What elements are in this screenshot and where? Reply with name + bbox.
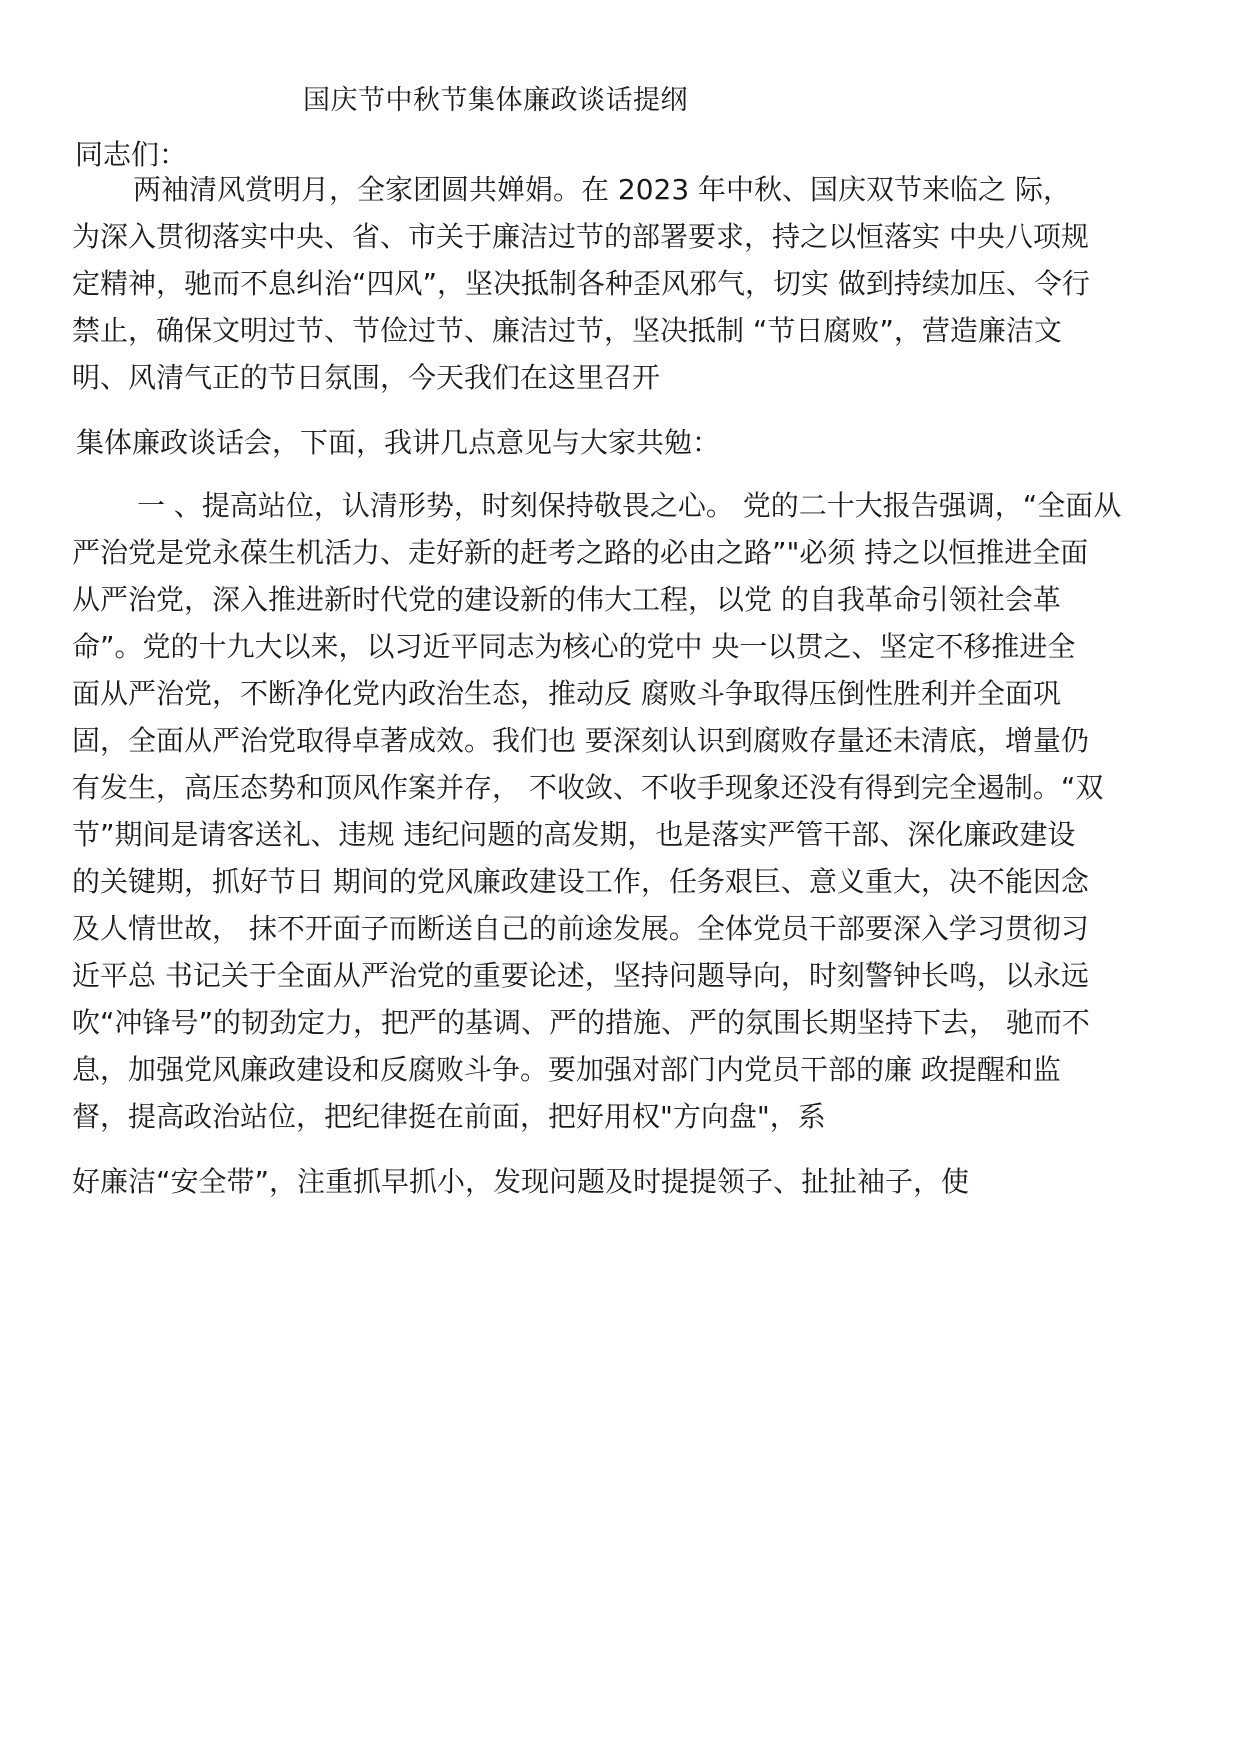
text-line: 近平总 书记关于全面从严治党的重要论述，坚持问题导向，时刻警钟长鸣，以永远 [72, 959, 1089, 992]
text-line: 督，提高政治站位，把纪律挺在前面，把好用权"方向盘"，系 [72, 1100, 826, 1133]
text-line: 固，全面从严治党取得卓著成效。我们也 要深刻认识到腐败存量还未清底，增量仍 [72, 724, 1089, 757]
text-line: 节”期间是请客送礼、违规 违纪问题的高发期，也是落实严管干部、深化廉政建设 [72, 818, 1076, 851]
text-line: 明、风清气正的节日氛围，今天我们在这里召开 [72, 361, 661, 394]
text-line: 定精神，驰而不息纠治“四风”，坚决抵制各种歪风邪气，切实 做到持续加压、令行 [72, 267, 1090, 300]
text-line: 的关键期，抓好节日 期间的党风廉政建设工作，任务艰巨、意义重大，决不能因念 [72, 865, 1089, 898]
text-line: 严治党是党永葆生机活力、走好新的赶考之路的必由之路”"必须 持之以恒推进全面 [72, 536, 1089, 569]
text-line: 好廉洁“安全带”，注重抓早抓小，发现问题及时提提领子、扯扯袖子，使 [72, 1165, 970, 1198]
text-line: 从严治党，深入推进新时代党的建设新的伟大工程，以党 的自我革命引领社会革 [72, 583, 1061, 616]
text-line: 一 、提高站位，认清形势，时刻保持敬畏之心。 党的二十大报告强调，“全面从 [137, 489, 1122, 522]
text-line: 吹“冲锋号”的韧劲定力，把严的基调、严的措施、严的氛围长期坚持下去， 驰而不 [72, 1006, 1090, 1039]
text-line: 命”。党的十九大以来，以习近平同志为核心的党中 央一以贯之、坚定不移推进全 [72, 630, 1076, 663]
text-line: 两袖清风赏明月，全家团圆共婵娟。在 2023 年中秋、国庆双节来临之 际， [133, 173, 1071, 206]
document-title: 国庆节中秋节集体廉政谈话提纲 [303, 85, 688, 116]
text-line: 为深入贯彻落实中央、省、市关于廉洁过节的部署要求，持之以恒落实 中央八项规 [72, 220, 1089, 253]
salutation: 同志们： [75, 138, 188, 171]
text-line: 禁止，确保文明过节、节俭过节、廉洁过节，坚决抵制 “节日腐败”，营造廉洁文 [72, 314, 1062, 347]
text-line: 有发生，高压态势和顶风作案并存， 不收敛、不收手现象还没有得到完全遏制。“双 [72, 771, 1104, 804]
text-line: 及人情世故， 抹不开面子而断送自己的前途发展。全体党员干部要深入学习贯彻习 [72, 912, 1089, 945]
text-line: 息，加强党风廉政建设和反腐败斗争。要加强对部门内党员干部的廉 政提醒和监 [72, 1053, 1061, 1086]
text-line: 面从严治党，不断净化党内政治生态，推动反 腐败斗争取得压倒性胜利并全面巩 [72, 677, 1061, 710]
text-line: 集体廉政谈话会，下面，我讲几点意见与大家共勉： [76, 426, 721, 459]
